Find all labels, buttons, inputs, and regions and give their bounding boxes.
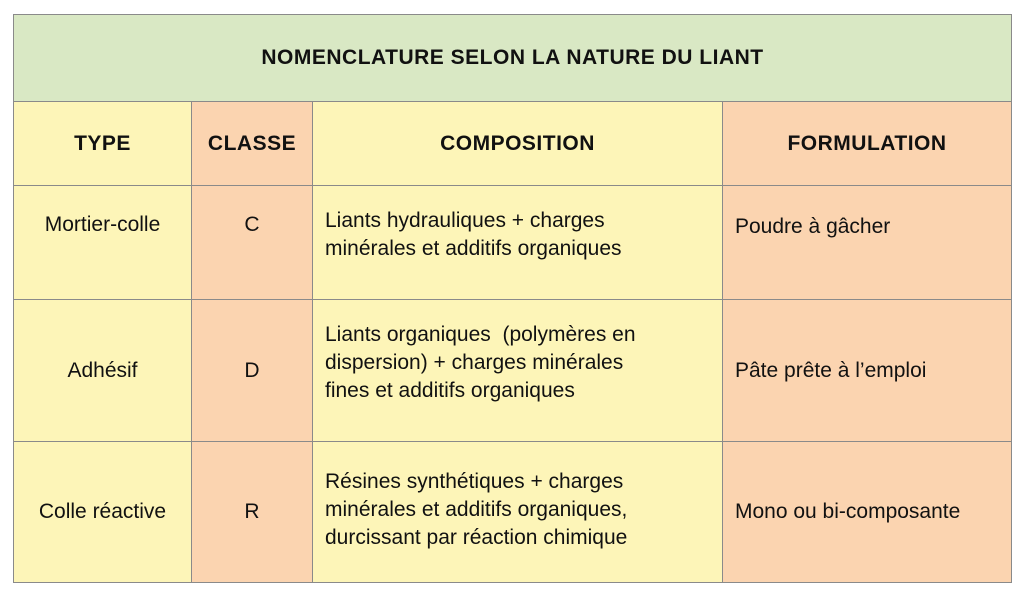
formulation-text: Poudre à gâcher [735, 214, 891, 238]
table-row [14, 300, 1012, 442]
cell-type [14, 186, 192, 300]
cell-formulation: Mono ou bi-composante [723, 442, 1012, 583]
type-text: Mortier-colle [44, 212, 161, 236]
composition-line: minérales et additifs organiques, [325, 498, 628, 521]
composition-line: fines et additifs organiques [325, 378, 575, 402]
composition-text [325, 468, 714, 552]
header-type: TYPE [14, 102, 192, 186]
cell-classe: D [192, 300, 313, 442]
nomenclature-table [13, 14, 1012, 583]
cell-composition [313, 442, 723, 583]
composition-line: Liants hydrauliques + charges [325, 208, 605, 232]
table-row [14, 186, 1012, 300]
composition-text [325, 207, 714, 263]
title-row [14, 15, 1012, 102]
header-row [14, 102, 1012, 186]
cell-composition [313, 300, 723, 442]
cell-type: Adhésif [14, 300, 192, 442]
composition-line: dispersion) + charges minérales [325, 350, 624, 374]
table-title: NOMENCLATURE SELON LA NATURE DU LIANT [14, 15, 1012, 102]
header-classe: CLASSE [192, 102, 313, 186]
composition-line: durcissant par réaction chimique [325, 526, 628, 549]
header-formulation: FORMULATION [723, 102, 1012, 186]
composition-text [325, 321, 714, 405]
cell-formulation: Pâte prête à l’emploi [723, 300, 1012, 442]
table-row [14, 442, 1012, 583]
classe-text: C [244, 212, 260, 236]
header-composition: COMPOSITION [313, 102, 723, 186]
cell-classe [192, 186, 313, 300]
cell-type: Colle réactive [14, 442, 192, 583]
composition-line: Liants organiques (polymères en [325, 322, 636, 346]
cell-composition [313, 186, 723, 300]
cell-classe: R [192, 442, 313, 583]
cell-formulation [723, 186, 1012, 300]
composition-line: minérales et additifs organiques [325, 236, 622, 260]
composition-line: Résines synthétiques + charges [325, 470, 624, 493]
